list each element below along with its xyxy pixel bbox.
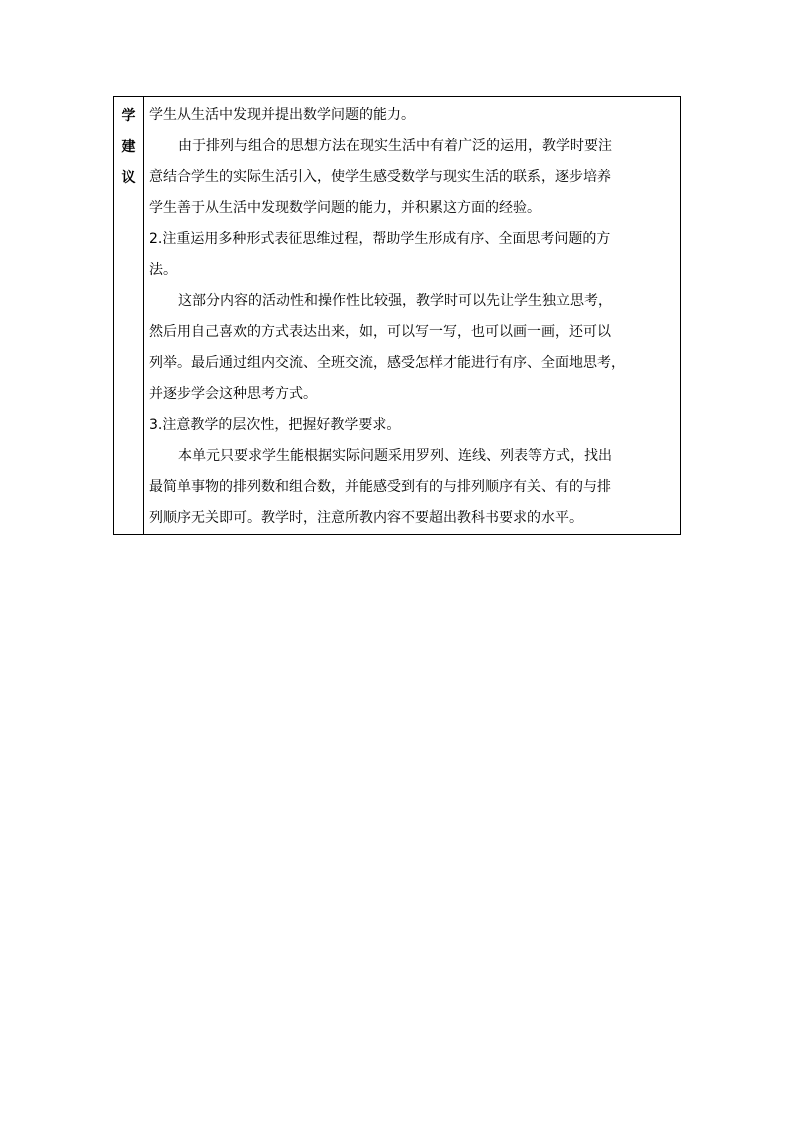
text-line: 列举。最后通过组内交流、全班交流，感受怎样才能进行有序、全面地思考， [149,355,625,371]
text-line: 由于排列与组合的思想方法在现实生活中有着广泛的运用，教学时要注 [178,138,612,154]
text-line: 本单元只要求学生能根据实际问题采用罗列、连线、列表等方式，找出 [178,448,612,464]
section-label-char: 议 [121,170,136,186]
text-line: 3.注意教学的层次性，把握好教学要求。 [149,417,401,433]
suggestion-table [113,96,681,535]
text-line: 最简单事物的排列数和组合数，并能感受到有的与排列顺序有关、有的与排 [149,479,611,495]
section-label-char: 建 [121,139,136,155]
text-line: 然后用自己喜欢的方式表达出来，如，可以写一写，也可以画一画，还可以 [149,324,611,340]
text-line: 意结合学生的实际生活引入，使学生感受数学与现实生活的联系，逐步培养 [149,169,611,185]
text-line: 2.注重运用多种形式表征思维过程，帮助学生形成有序、全面思考问题的方 [149,231,611,247]
text-line: 学生从生活中发现并提出数学问题的能力。 [149,107,415,123]
text-line: 并逐步学会这种思考方式。 [149,386,317,402]
text-line: 学生善于从生活中发现数学问题的能力，并积累这方面的经验。 [149,200,541,216]
section-label-cell [114,97,144,534]
section-label-char: 学 [121,108,136,124]
text-line: 列顺序无关即可。教学时，注意所教内容不要超出教科书要求的水平。 [149,510,583,526]
text-line: 法。 [149,262,177,278]
section-content-cell [144,97,680,534]
text-line: 这部分内容的活动性和操作性比较强，教学时可以先让学生独立思考， [178,293,612,309]
